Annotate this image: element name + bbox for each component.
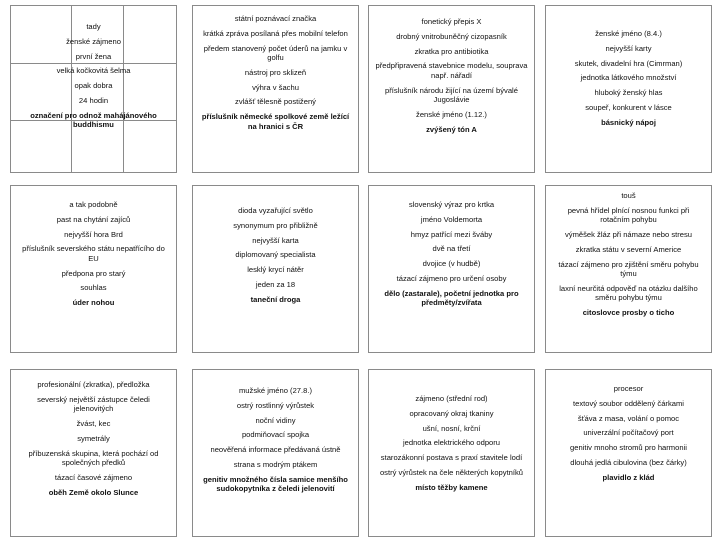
- clue: severský největší zástupce čeledi jelenovitých: [37, 394, 150, 414]
- clue: státní poznávací značka: [234, 14, 317, 23]
- puzzle-card-8: [545, 185, 712, 353]
- clue: a tak podobně: [69, 200, 118, 209]
- clue: 24 hodin: [78, 95, 109, 105]
- answer: genitiv množného čísla samice menšího sudokopytníka z čeledi jelenovití: [203, 474, 348, 494]
- clue-list: [11, 22, 176, 130]
- clue-list: [193, 14, 358, 131]
- clue: slovenský výraz pro krtka: [408, 200, 495, 209]
- clue-list: [193, 206, 358, 304]
- clue: ženské jméno (8.4.): [595, 29, 662, 38]
- clue: noční vidiny: [255, 415, 296, 425]
- clue: pevná hřídel plnící nosnou funkci při rotačním pohybu: [567, 205, 690, 225]
- puzzle-card-9: [10, 369, 177, 537]
- clue-list: [369, 200, 534, 308]
- puzzle-card-5: [10, 185, 177, 353]
- clue: jméno Voldemorta: [420, 214, 483, 224]
- clue: příbuzenská skupina, která pochází od společných předků: [28, 448, 159, 467]
- clue: ušní, nosní, krční: [422, 423, 481, 433]
- answer: básnický nápoj: [601, 117, 656, 127]
- answer: označení pro odnož mahájánového buddhismu: [30, 110, 157, 130]
- clue-list: [369, 394, 534, 492]
- clue: textový soubor oddělený čárkami: [572, 398, 684, 408]
- clue: ostrý výrůstek na čele některých kopytníků: [379, 467, 524, 477]
- clue: předpona pro starý: [61, 268, 126, 278]
- puzzle-card-1: [10, 5, 177, 173]
- clue: krátká zpráva posílaná přes mobilní telefon: [203, 28, 348, 38]
- clue: zájmeno (střední rod): [415, 394, 488, 403]
- clue: starozákonní postava s praxí stavitele lodí: [380, 453, 523, 463]
- clue-list: [11, 200, 176, 308]
- puzzle-card-10: [192, 369, 359, 537]
- clue: příslušník severského státu nepatřícího do EU: [22, 244, 165, 263]
- clue: dioda vyzařující světlo: [238, 206, 313, 215]
- clue: dvojice (v hudbě): [422, 259, 481, 269]
- puzzle-card-7: [368, 185, 535, 353]
- puzzle-card-3: [368, 5, 535, 173]
- clue: zkratka pro antibiotika: [414, 46, 489, 56]
- clue: opracovaný okraj tkaniny: [409, 408, 494, 418]
- clue: diplomovaný specialista: [235, 250, 316, 260]
- clue: zkratka státu v severní Americe: [575, 244, 682, 254]
- clue: univerzální počítačový port: [583, 428, 674, 438]
- clue: tady: [86, 22, 101, 31]
- answer: úder nohou: [72, 298, 115, 308]
- answer: dělo (zastarale), početní jednotka pro předměty/zvířata: [384, 288, 519, 308]
- clue: nejvyšší hora Brd: [64, 229, 123, 239]
- clue: fonetický přepis X: [421, 17, 482, 26]
- answer: příslušník německé spolkové země ležící na hranici s ČR: [201, 112, 350, 131]
- clue-list: [546, 191, 711, 317]
- clue: tázací zájmeno pro zjištění směru pohybu týmu: [558, 259, 699, 278]
- clue: dlouhá jedlá cibulovina (bez čárky): [570, 457, 687, 467]
- clue: dvě na třetí: [432, 244, 471, 254]
- clue: podmiňovací spojka: [241, 430, 310, 440]
- answer: taneční droga: [250, 294, 301, 304]
- clue: hmyz patřící mezi šváby: [410, 229, 493, 239]
- answer: plavidlo z klád: [602, 472, 655, 482]
- clue: zvlášť tělesně postižený: [235, 97, 316, 107]
- clue: past na chytání zajíců: [56, 214, 131, 224]
- clue: výměšek žláz při námaze nebo stresu: [564, 230, 693, 239]
- clue: soupeř, konkurent v lásce: [585, 102, 672, 112]
- answer: zvýšený tón A: [426, 124, 477, 134]
- clue: procesor: [613, 384, 644, 393]
- clue: touš: [621, 191, 636, 200]
- clue: velká kočkovitá šelma: [56, 66, 131, 76]
- clue: ženské zájmeno: [66, 36, 121, 46]
- clue: profesionální (zkratka), předložka: [37, 380, 150, 389]
- clue: nástroj pro sklizeň: [244, 67, 307, 77]
- clue: ostrý rostlinný výrůstek: [236, 400, 315, 410]
- clue-list: [193, 386, 358, 494]
- clue: šťáva z masa, volání o pomoc: [577, 413, 680, 423]
- clue: skutek, divadelní hra (Cimrman): [574, 58, 683, 68]
- clue: mužské jméno (27.8.): [238, 386, 312, 395]
- clue: předpřipravená stavebnice modelu, souprava např. nářadí: [375, 61, 528, 80]
- clue: jednotka látkového množství: [580, 73, 677, 83]
- answer: citoslovce prosby o ticho: [582, 308, 675, 317]
- clue: jednotka elektrického odporu: [402, 438, 501, 448]
- puzzle-card-11: [368, 369, 535, 537]
- puzzle-card-4: [545, 5, 712, 173]
- clue: hluboký ženský hlas: [594, 88, 663, 98]
- clue: souhlas: [80, 283, 107, 293]
- clue: předem stanovený počet úderů na jamku v golfu: [203, 43, 348, 62]
- clue: tázací zájmeno pro určení osoby: [396, 273, 507, 283]
- answer: oběh Země okolo Slunce: [48, 487, 139, 497]
- clue: žvást, kec: [76, 419, 111, 428]
- clue: genitiv mnoho stromů pro harmonii: [570, 443, 687, 453]
- clue: příslušník národu žijící na území bývalé Jugoslávie: [385, 85, 518, 104]
- clue: strana s modrým ptákem: [233, 459, 318, 469]
- puzzle-card-6: [192, 185, 359, 353]
- clue: ženské jméno (1.12.): [416, 109, 487, 119]
- clue: tázací časové zájmeno: [54, 472, 133, 482]
- clue-list: [11, 380, 176, 497]
- clue-list: [546, 384, 711, 482]
- answer: místo těžby kamene: [415, 482, 488, 492]
- clue: nejvyšší karta: [252, 235, 299, 245]
- clue: symetrály: [77, 433, 110, 443]
- clue: neověřená informace předávaná ústně: [210, 445, 341, 455]
- clue-list: [369, 17, 534, 134]
- clue: jeden za 18: [255, 279, 296, 289]
- puzzle-card-12: [545, 369, 712, 537]
- clue: lesklý krycí nátěr: [247, 265, 304, 275]
- clue: laxní neurčitá odpověď na otázku dalšího směru pohybu týmu: [559, 283, 698, 303]
- clue: synonymum pro přibližně: [233, 220, 318, 230]
- clue: výhra v šachu: [252, 82, 299, 92]
- clue: drobný vnitrobuněčný cizopasník: [396, 31, 507, 41]
- clue-list: [546, 29, 711, 127]
- clue: nejvyšší karty: [605, 43, 652, 53]
- clue: opak dobra: [74, 81, 113, 91]
- puzzle-card-2: [192, 5, 359, 173]
- clue: první žena: [75, 51, 112, 61]
